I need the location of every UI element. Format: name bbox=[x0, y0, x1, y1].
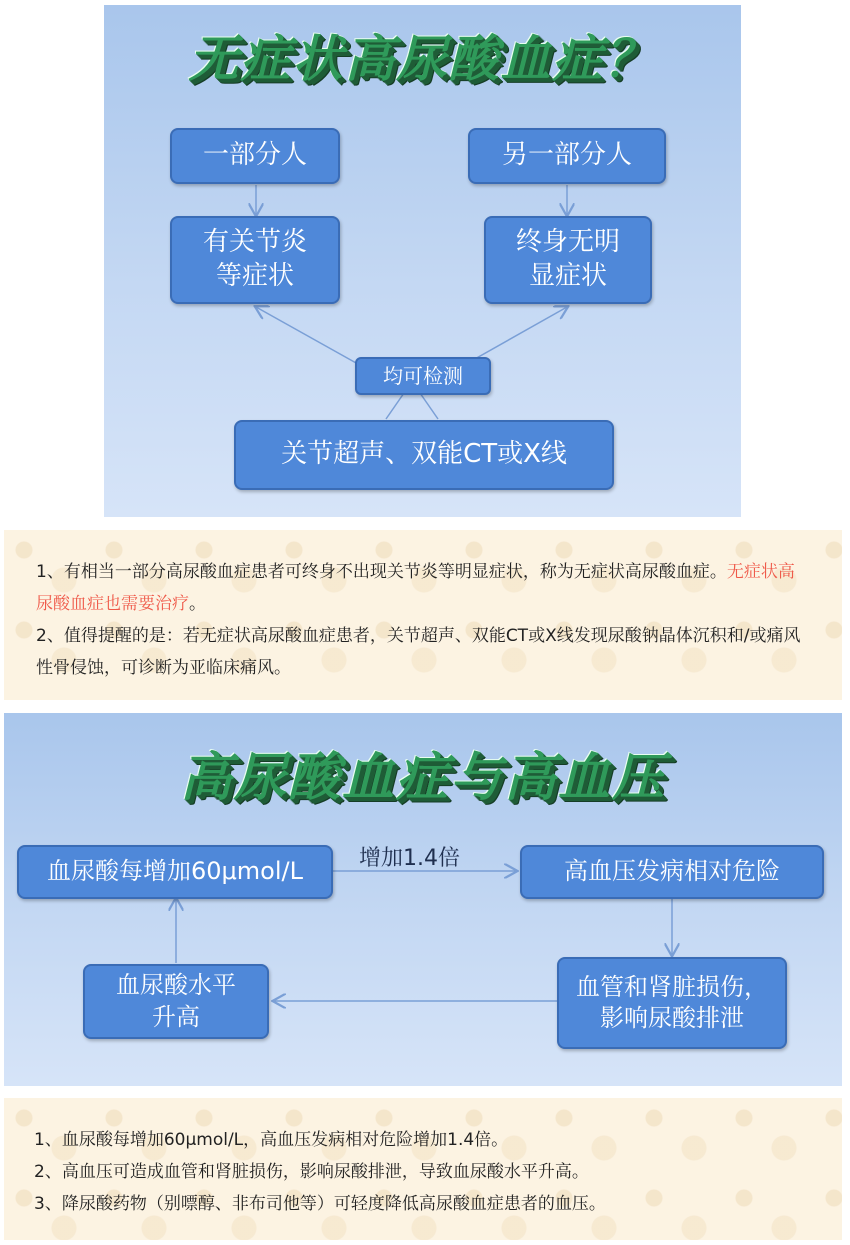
panel-title-hypertension: 高尿酸血症与高血压 bbox=[179, 748, 666, 808]
note2-line3: 3、降尿酸药物（别嘌醇、非布司他等）可轻度降低高尿酸血症患者的血压。 bbox=[34, 1194, 606, 1214]
note-hypertension bbox=[4, 1098, 842, 1240]
box-some-people: 一部分人 bbox=[170, 128, 340, 184]
box-vascular-kidney-damage: 血管和肾脏损伤， 影响尿酸排泄 bbox=[557, 957, 787, 1049]
line-bottom-to-detect-right bbox=[420, 393, 438, 419]
note1-line1-text: 1、有相当一部分高尿酸血症患者可终身不出现关节炎等明显症状，称为无症状高尿酸血症。 bbox=[36, 562, 727, 582]
box-hypertension-risk: 高血压发病相对危险 bbox=[520, 845, 824, 899]
box-detectable: 均可检测 bbox=[355, 357, 491, 395]
panel-title-asymptomatic: 无症状高尿酸血症？ bbox=[188, 30, 657, 88]
note2-line2: 2、高血压可造成血管和肾脏损伤，影响尿酸排泄，导致血尿酸水平升高。 bbox=[34, 1162, 589, 1182]
box-imaging-methods: 关节超声、双能CT或X线 bbox=[234, 420, 614, 490]
note1-line2: 2、值得提醒的是：若无症状高尿酸血症患者，关节超声、双能CT或X线发现尿酸钠晶体沉积和/或痛风性骨侵蚀，可诊断为亚临床痛风。 bbox=[36, 626, 801, 678]
box-uric-level-rise: 血尿酸水平 升高 bbox=[83, 964, 269, 1039]
box-arthritis-symptoms: 有关节炎 等症状 bbox=[170, 216, 340, 304]
diagram-panel-asymptomatic bbox=[104, 5, 741, 517]
note2-line1: 1、血尿酸每增加60μmol/L，高血压发病相对危险增加1.4倍。 bbox=[34, 1130, 509, 1150]
note-asymptomatic bbox=[4, 530, 842, 700]
box-no-symptoms: 终身无明 显症状 bbox=[484, 216, 652, 304]
note1-highlight: 无症状高尿酸血症也需要治疗 bbox=[36, 562, 795, 614]
note1-line1-end: 。 bbox=[189, 594, 206, 614]
line-bottom-to-detect-left bbox=[386, 393, 404, 419]
diagram-panel-hypertension bbox=[4, 713, 842, 1086]
note1-line1 bbox=[36, 556, 810, 620]
box-uric-acid-increase: 血尿酸每增加60μmol/L bbox=[17, 845, 333, 899]
arrow-label-increase: 增加1.4倍 bbox=[359, 846, 460, 871]
box-other-people: 另一部分人 bbox=[468, 128, 666, 184]
